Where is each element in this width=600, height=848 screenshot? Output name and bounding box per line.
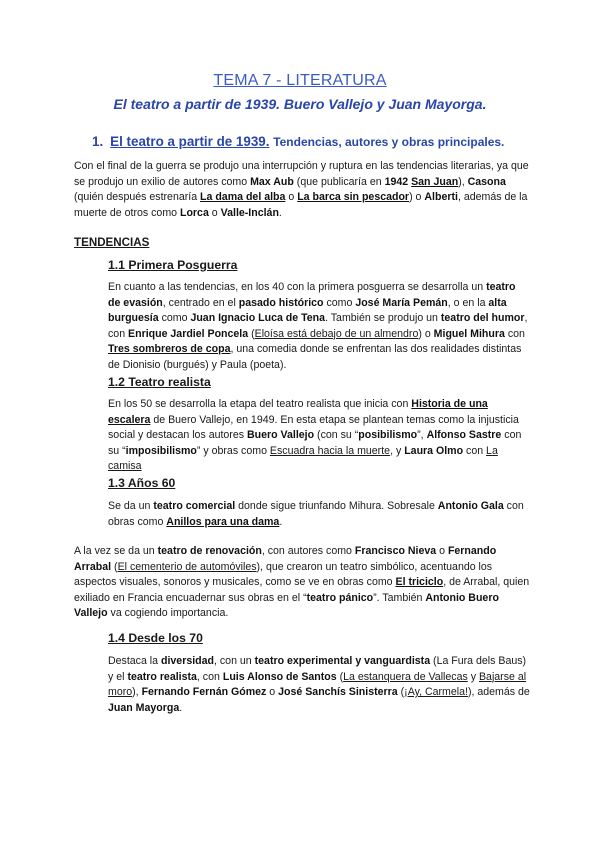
subheading-teatro-realista: 1.2 Teatro realista — [108, 375, 211, 389]
paragraph-teatro-renovacion: A la vez se da un teatro de renovación, con autores como Francisco Nieva o Fernando Arrabal (El cementerio de automóviles), que crearon un teatro simbólico, acentuando los aspectos visuales, sonoros y musicales, como se ve en obras como El triciclo, de Arrabal, quien exiliado en Francia encuadernar sus obras en el “teatro pánico”. También Antonio Buero Vallejo va cogiendo importancia. — [74, 545, 530, 620]
section-title-rest: Tendencias, autores y obras principales. — [273, 135, 505, 149]
section-number: 1. — [92, 134, 104, 149]
document-title: TEMA 7 - LITERATURA — [213, 72, 387, 89]
section-title-main: El teatro a partir de 1939. — [110, 134, 270, 149]
paragraph-primera-posguerra: En cuanto a las tendencias, en los 40 con la primera posguerra se desarrolla un teatro de evasión, centrado en el pasado histórico como José María Pemán, o en la alta burguesía como Juan Ignacio Luca de Tena. También se produjo un teatro del humor, con Enrique Jardiel Poncela (Eloísa está debajo de un almendro) o Miguel Mihura con Tres sombreros de copa, una comedia donde se enfrentan las dos realidades distintas de Dionisio (burgués) y Paula (poeta). — [108, 281, 528, 371]
paragraph-teatro-realista: En los 50 se desarrolla la etapa del teatro realista que inicia con Historia de una escalera de Buero Vallejo, en 1949. En esta etapa se plantean temas como la injusticia social y destacan los autores Buero Vallejo (con su “posibilismo”, Alfonso Sastre con su “imposibilismo” y obras como Escuadra hacia la muerte, y Laura Olmo con La camisa — [108, 398, 522, 473]
subheading-anos-60: 1.3 Años 60 — [108, 476, 176, 490]
paragraph-desde-los-70: Destaca la diversidad, con un teatro experimental y vanguardista (La Fura dels Baus) y el teatro realista, con Luis Alonso de Santos (La estanquera de Vallecas y Bajarse al moro), Fernando Fernán Gómez o José Sanchís Sinisterra (¡Ay, Carmela!), además de Juan Mayorga. — [108, 655, 530, 714]
document-subtitle: El teatro a partir de 1939. Buero Vallejo y Juan Mayorga. — [113, 96, 487, 112]
subheading-primera-posguerra: 1.1 Primera Posguerra — [108, 258, 238, 272]
paragraph-anos-60: Se da un teatro comercial donde sigue triunfando Mihura. Sobresale Antonio Gala con obras como Anillos para una dama. — [108, 500, 524, 528]
subheading-desde-los-70: 1.4 Desde los 70 — [108, 631, 203, 645]
intro-paragraph: Con el final de la guerra se produjo una interrupción y ruptura en las tendencias literarias, ya que se produjo un exilio de autores como Max Aub (que publicaría en 1942 San Juan), Casona (quién después estrenaría La dama del alba o La barca sin pescador) o Alberti, además de la muerte de otros como Lorca o Valle-Inclán. — [74, 160, 529, 219]
tendencias-heading: TENDENCIAS — [74, 236, 150, 249]
section-heading — [92, 134, 572, 149]
